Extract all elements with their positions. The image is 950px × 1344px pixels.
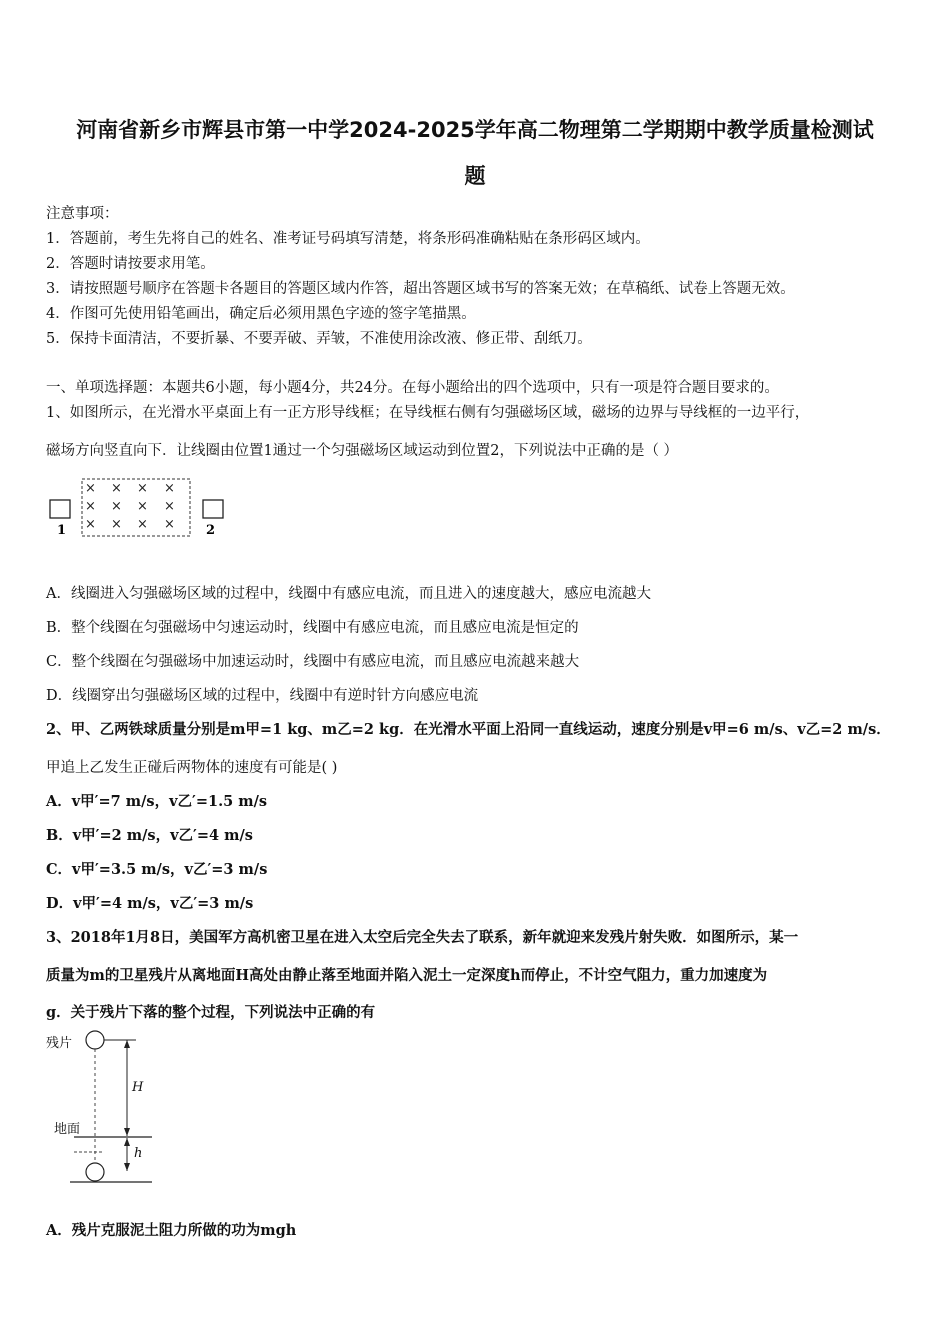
q1-stem: 磁场方向竖直向下．让线圈由位置1通过一个匀强磁场区域运动到位置2，下列说法中正确的是（ ） xyxy=(46,443,679,459)
position-2-label: 2 xyxy=(206,523,216,538)
q1-option-b: B．整个线圈在匀强磁场中匀速运动时，线圈中有感应电流，而且感应电流是恒定的 xyxy=(46,620,579,636)
fragment-bottom-circle xyxy=(86,1163,104,1181)
field-cross-mark: × xyxy=(137,499,148,514)
notice-item: 2．答题时请按要求用笔。 xyxy=(46,256,215,272)
q3-option-a: A．残片克服泥土阻力所做的功为mgh xyxy=(46,1222,297,1239)
H-arrow-up xyxy=(124,1040,130,1048)
q2-option-a: A．v甲′=7 m/s，v乙′=1.5 m/s xyxy=(46,793,268,810)
h-label: h xyxy=(134,1146,143,1161)
field-crosses xyxy=(85,481,175,532)
exam-title-line2: 题 xyxy=(464,164,486,188)
field-cross-mark: × xyxy=(85,517,96,532)
notice-heading: 注意事项： xyxy=(46,206,119,222)
field-cross-mark: × xyxy=(111,499,122,514)
notice-item: 5．保持卡面清洁，不要折暴、不要弄破、弄皱，不准使用涂改液、修正带、刮纸刀。 xyxy=(46,331,592,347)
q2-stem: 甲追上乙发生正碰后两物体的速度有可能是( ) xyxy=(46,760,338,776)
q3-figure xyxy=(44,1028,164,1188)
coil-position-2 xyxy=(203,500,223,518)
field-cross-mark: × xyxy=(137,481,148,496)
q2-option-c: C．v甲′=3.5 m/s，v乙′=3 m/s xyxy=(46,861,268,878)
q2-option-d: D．v甲′=4 m/s，v乙′=3 m/s xyxy=(46,895,254,912)
q3-stem: 质量为m的卫星残片从离地面H高处由静止落至地面并陷入泥土一定深度h而停止，不计空气阻力，重力加速度为 xyxy=(46,967,768,984)
q1-stem: 1、如图所示，在光滑水平桌面上有一正方形导线框；在导线框右侧有匀强磁场区域，磁场的边界与导线框的一边平行， xyxy=(46,405,810,421)
notice-item: 1．答题前，考生先将自己的姓名、准考证号码填写清楚，将条形码准确粘贴在条形码区域内。 xyxy=(46,231,650,247)
h-arrow-down xyxy=(124,1163,130,1171)
fragment-label: 残片 xyxy=(46,1036,73,1051)
q3-stem: g．关于残片下落的整个过程，下列说法中正确的有 xyxy=(46,1004,376,1021)
q1-option-d: D．线圈穿出匀强磁场区域的过程中，线圈中有逆时针方向感应电流 xyxy=(46,688,479,704)
field-cross-mark: × xyxy=(85,481,96,496)
falling-fragment-diagram xyxy=(44,1028,164,1188)
H-arrow-down xyxy=(124,1128,130,1136)
field-cross-mark: × xyxy=(164,481,175,496)
q1-option-c: C．整个线圈在匀强磁场中加速运动时，线圈中有感应电流，而且感应电流越来越大 xyxy=(46,654,580,670)
q3-stem: 3、2018年1月8日，美国军方高机密卫星在进入太空后完全失去了联系，新年就迎来发残片射失败．如图所示，某一 xyxy=(46,929,799,946)
coil-position-1 xyxy=(50,500,70,518)
q1-figure xyxy=(46,476,236,542)
q2-option-b: B．v甲′=2 m/s，v乙′=4 m/s xyxy=(46,827,253,844)
notice-item: 3．请按照题号顺序在答题卡各题目的答题区域内作答，超出答题区域书写的答案无效；在草稿纸、试卷上答题无效。 xyxy=(46,281,795,297)
notice-item: 4．作图可先使用铅笔画出，确定后必须用黑色字迹的签字笔描黑。 xyxy=(46,306,476,322)
magnetic-field-diagram xyxy=(46,476,236,542)
field-cross-mark: × xyxy=(111,517,122,532)
fragment-top-circle xyxy=(86,1031,104,1049)
q1-option-a: A．线圈进入匀强磁场区域的过程中，线圈中有感应电流，而且进入的速度越大，感应电流越大 xyxy=(46,586,651,602)
ground-label: 地面 xyxy=(54,1122,81,1137)
field-cross-mark: × xyxy=(111,481,122,496)
field-cross-mark: × xyxy=(164,499,175,514)
section1-heading: 一、单项选择题：本题共6小题，每小题4分，共24分。在每小题给出的四个选项中，只有一项是符合题目要求的。 xyxy=(46,380,779,396)
field-cross-mark: × xyxy=(164,517,175,532)
field-cross-mark: × xyxy=(85,499,96,514)
position-1-label: 1 xyxy=(57,523,67,538)
h-arrow-up xyxy=(124,1138,130,1146)
field-cross-mark: × xyxy=(137,517,148,532)
exam-title-line1: 河南省新乡市辉县市第一中学2024-2025学年高二物理第二学期期中教学质量检测试 xyxy=(76,118,874,142)
q2-stem: 2、甲、乙两铁球质量分别是m甲=1 kg、m乙=2 kg．在光滑水平面上沿同一直线运动，速度分别是v甲=6 m/s、v乙=2 m/s． xyxy=(46,721,891,738)
H-label: H xyxy=(132,1080,144,1095)
